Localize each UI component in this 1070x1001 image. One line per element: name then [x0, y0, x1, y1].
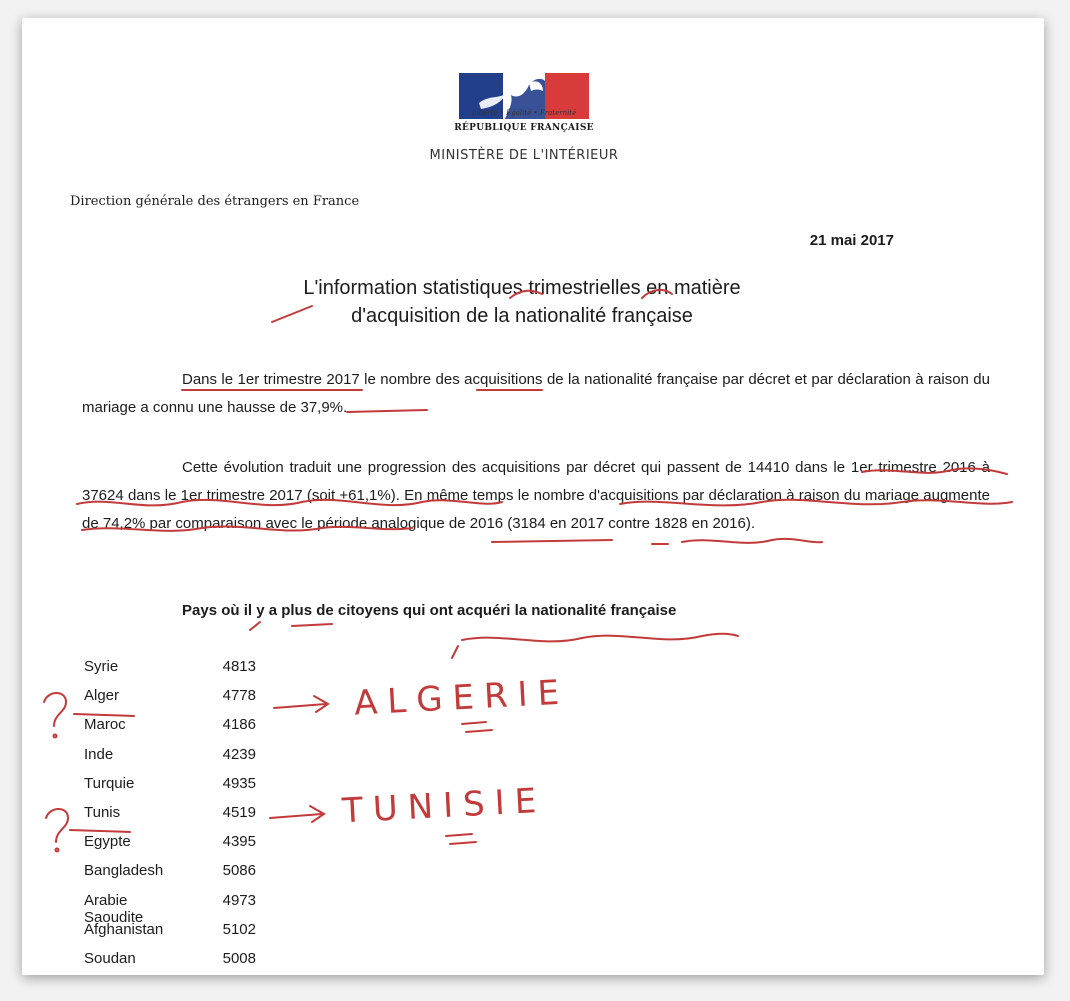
paragraph-2 — [82, 454, 990, 538]
paragraph-1 — [82, 366, 990, 422]
country-value: 4186 — [222, 716, 256, 734]
underline — [292, 624, 332, 626]
equals-mark — [462, 722, 486, 724]
arrow — [270, 814, 322, 818]
country-value: 5008 — [222, 949, 256, 967]
handwritten-note-tunisie: TUNISIE — [341, 780, 548, 832]
question-dot — [56, 849, 59, 852]
title-line-2: d'acquisition de la nationalité française — [351, 305, 693, 327]
paragraph-2-text: Cette évolution traduit une progression des acquisitions par décret qui passent de 14410 dans le 1er trimestre 2016 à 37624 dans le 1er trimestre 2017 (soit +61,1%). En même temps le nombre d'acquisitions par déclaration à raison du mariage augmente de 74,2% par comparaison avec le période analogique de 2016 (3184 en 2017 contre 1828 en 2016). — [82, 459, 990, 532]
underline — [492, 540, 612, 542]
country-value: 4813 — [222, 658, 256, 675]
underline — [70, 830, 130, 832]
country-value: 5086 — [222, 862, 256, 880]
arrow — [314, 696, 328, 712]
underline — [250, 622, 260, 630]
republic-name: RÉPUBLIQUE FRANÇAISE — [454, 123, 594, 133]
equals-mark — [466, 730, 492, 732]
handwritten-note-algerie: ALGERIE — [353, 672, 571, 724]
wavy-underline — [682, 539, 822, 543]
country-value: 4239 — [222, 745, 256, 763]
paragraph-1-text: Dans le 1er trimestre 2017 le nombre des acquisitions de la nationalité française par décret et par déclaration à raison du mariage a connu une hausse de 37,9%. — [82, 371, 990, 416]
republic-motto: Liberté • Égalité • Fraternité — [471, 109, 577, 117]
country-name: Turquie — [84, 774, 135, 792]
country-value: 5102 — [222, 920, 256, 938]
country-value: 4519 — [222, 803, 256, 821]
country-name: Egypte — [84, 833, 131, 851]
question-mark — [44, 693, 66, 726]
country-name: Soudan — [84, 949, 136, 967]
document-title — [222, 274, 822, 330]
country-name: Syrie — [84, 658, 119, 675]
country-name: Arabie Saoudite — [84, 891, 144, 926]
country-value: 4778 — [222, 687, 256, 705]
document-page — [22, 18, 1044, 975]
accent-mark — [452, 646, 458, 658]
wavy-underline — [462, 634, 738, 642]
title-line-1: L'information statistiques trimestrielles en matière — [303, 277, 741, 299]
document-date: 21 mai 2017 — [809, 232, 894, 249]
country-name: Bangladesh — [84, 862, 164, 880]
country-name: Afghanistan — [84, 920, 164, 938]
arrow — [310, 806, 324, 822]
country-value: 4395 — [222, 833, 256, 851]
equals-mark — [450, 842, 476, 844]
arrow — [274, 704, 326, 708]
ministry-name: MINISTÈRE DE L'INTÉRIEUR — [429, 148, 619, 163]
country-value: 4973 — [222, 891, 256, 909]
question-dot — [54, 735, 57, 738]
country-name: Maroc — [84, 716, 126, 734]
country-value: 4935 — [222, 774, 256, 792]
country-name: Tunis — [84, 803, 121, 821]
direction-name: Direction générale des étrangers en France — [70, 194, 360, 209]
equals-mark — [446, 834, 472, 836]
country-name: Inde — [84, 745, 114, 763]
question-mark — [46, 809, 68, 842]
country-name: Alger — [84, 687, 120, 705]
countries-heading: Pays où il y a plus de citoyens qui ont acquéri la nationalité française — [182, 602, 677, 619]
